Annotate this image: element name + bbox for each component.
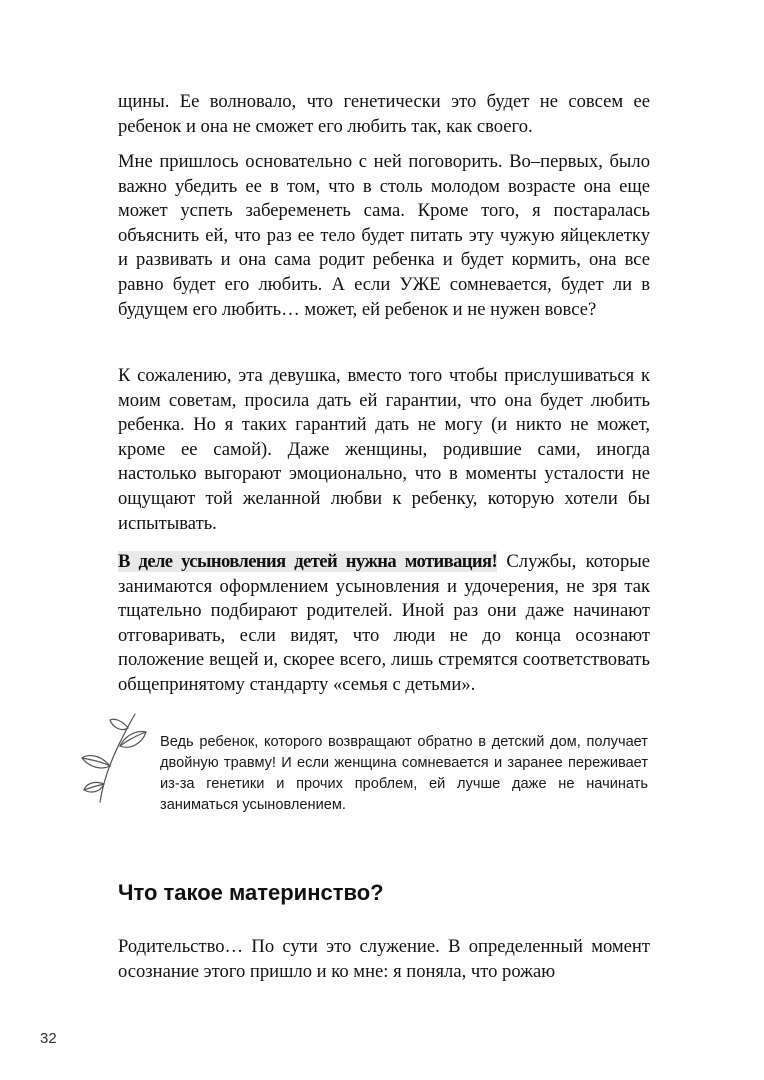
paragraph-1: щины. Ее волновало, что генетически это будет не совсем ее ребенок и она не сможет его любить так, как своего. [118, 91, 650, 137]
paragraph-4-text: Службы, которые занимаются оформлением усыновления и удочерения, не зря так тщательно подбирают родителей. Иной раз они даже начинают отговаривать, если видят, что люди не до конца осознают положение вещей и, скорее всего, лишь стремятся соответствовать общепринятому стандарту «семья с детьми». [118, 551, 651, 695]
paragraph-3: К сожалению, эта девушка, вместо того чтобы прислушиваться к моим советам, просила дать ей гарантии, что она будет любить ребенка. Но я таких гарантий дать не могу (и никто не может, кроме ее самой). Даже женщины, родившие сами, иногда настолько выгорают эмоционально, что в моменты усталости не ощущают той желанной любви к ребенку, которую хотели бы испытывать. [118, 365, 650, 534]
paragraph-5: Родительство… По сути это служение. В определенный момент осознание этого пришло и ко мне: я поняла, что рожаю [118, 936, 650, 982]
paragraph-2: Мне пришлось основательно с ней поговорить. Во–первых, было важно убедить ее в том, что в столь молодом возрасте она еще может успеть забеременеть сама. Кроме того, я постаралась объяснить ей, что раз ее тело будет питать эту чужую яйцеклетку и развивать и она сама родит ребенка и будет кормить, она все равно будет его любить. А если УЖЕ сомневается, будет ли в будущем его любить… может, ей ребенок и не нужен вовсе? [118, 151, 650, 320]
paragraph-4 [118, 550, 650, 698]
highlighted-phrase: В деле усыновления детей нужна мотивация! [118, 551, 498, 572]
page-number: 32 [40, 1030, 57, 1047]
section-heading: Что такое материнство? [118, 880, 384, 905]
leaf-icon [80, 706, 150, 806]
sidebar-quote: Ведь ребенок, которого возвращают обратно в детский дом, получает двойную травму! И если женщина сомневается и заранее переживает из-за генетики и прочих проблем, ей лучше даже не начинать заниматься усыновлением. [160, 734, 648, 813]
